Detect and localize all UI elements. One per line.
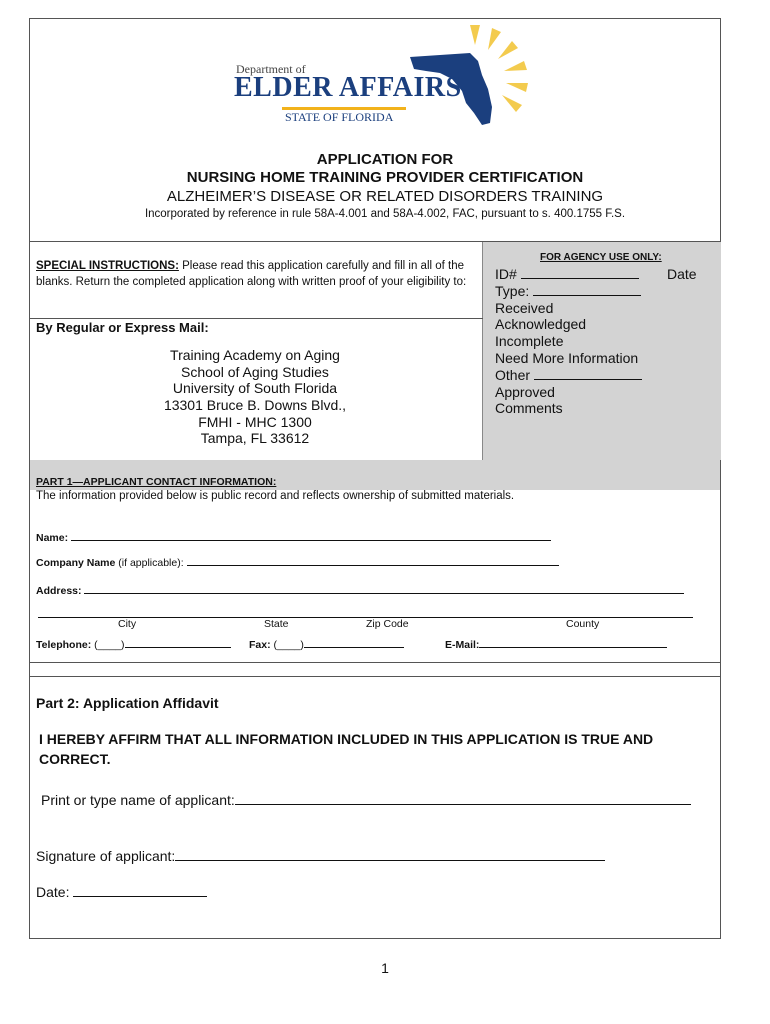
mail-address-4: 13301 Bruce B. Downs Blvd., <box>163 397 347 413</box>
fax-label: Fax: <box>249 639 271 651</box>
instructions-text: Please read this application carefully and fill in all of the blanks. Return the completed application along with written proof of your eligibility to: <box>36 260 467 288</box>
agency-other-row <box>495 367 642 384</box>
instructions-label: SPECIAL INSTRUCTIONS: <box>36 260 179 272</box>
print-name-row <box>41 790 691 808</box>
title-line-2: NURSING HOME TRAINING PROVIDER CERTIFICATION <box>186 169 584 186</box>
name-field[interactable] <box>71 528 551 541</box>
agency-comments: Comments <box>495 400 563 416</box>
fax-field[interactable] <box>304 635 404 648</box>
agency-date-label: Date <box>667 266 697 282</box>
city-label: City <box>118 618 137 630</box>
logo-name-text: ELDER AFFAIRS <box>234 72 462 103</box>
mail-address-2: School of Aging Studies <box>181 364 329 380</box>
company-row <box>36 553 559 569</box>
part2-heading: Part 2: Application Affidavit <box>36 695 219 711</box>
mail-address-5: FMHI - MHC 1300 <box>198 414 312 430</box>
affirm-text-1: I HEREBY AFFIRM THAT ALL INFORMATION INCLUDED IN THIS APPLICATION IS TRUE AND <box>39 731 654 747</box>
agency-id-row <box>495 266 639 283</box>
date-field[interactable] <box>73 882 207 897</box>
affirm-text-2: CORRECT. <box>39 751 111 767</box>
agency-received: Received <box>495 300 554 316</box>
agency-heading: FOR AGENCY USE ONLY: <box>540 252 662 263</box>
email-label: E-Mail: <box>445 639 480 651</box>
email-row <box>445 635 667 651</box>
company-field[interactable] <box>187 553 559 566</box>
telephone-label: Telephone: <box>36 639 92 651</box>
telephone-area[interactable]: (____) <box>94 639 125 651</box>
name-label: Name: <box>36 532 69 544</box>
mail-heading: By Regular or Express Mail: <box>36 320 209 335</box>
email-field[interactable] <box>479 635 667 648</box>
logo-dept-text: Department of <box>236 62 306 76</box>
logo-state-text: STATE OF FLORIDA <box>285 110 394 124</box>
fax-area[interactable]: (____) <box>273 639 304 651</box>
mail-address-6: Tampa, FL 33612 <box>200 430 310 446</box>
part1-note: The information provided below is public record and reflects ownership of submitted materials. <box>36 490 515 502</box>
signature-row <box>36 846 605 864</box>
mail-address-1: Training Academy on Aging <box>170 347 340 363</box>
divider <box>29 662 721 663</box>
signature-label: Signature of applicant: <box>36 848 176 864</box>
print-name-field[interactable] <box>235 790 691 805</box>
signature-field[interactable] <box>175 846 605 861</box>
county-label: County <box>566 618 600 630</box>
zip-label: Zip Code <box>366 618 409 630</box>
print-name-label: Print or type name of applicant: <box>41 792 235 808</box>
agency-type-row <box>495 283 641 300</box>
agency-type-line[interactable] <box>533 283 641 296</box>
fax-row <box>249 635 404 651</box>
mail-address-3: University of South Florida <box>172 380 338 396</box>
title-line-1: APPLICATION FOR <box>316 151 454 168</box>
company-note: (if applicable): <box>115 557 184 569</box>
special-instructions <box>36 258 476 290</box>
agency-id-line[interactable] <box>521 266 639 279</box>
part1-heading: PART 1—APPLICANT CONTACT INFORMATION: <box>36 476 277 488</box>
address-field[interactable] <box>84 581 684 594</box>
agency-id-label: ID# <box>495 266 517 282</box>
agency-need-info: Need More Information <box>495 350 639 366</box>
name-row <box>36 528 551 544</box>
state-label: State <box>264 618 289 630</box>
telephone-field[interactable] <box>125 635 231 648</box>
agency-type-label: Type: <box>495 283 530 299</box>
date-row <box>36 882 207 900</box>
divider <box>29 318 483 319</box>
title-line-3: ALZHEIMER’S DISEASE OR RELATED DISORDERS TRAINING <box>166 188 604 205</box>
address-row <box>36 581 684 597</box>
agency-other-label: Other <box>495 367 531 383</box>
agency-other-line[interactable] <box>534 367 642 380</box>
date-label: Date: <box>36 884 70 900</box>
agency-approved: Approved <box>495 384 555 400</box>
address-label: Address: <box>36 585 82 597</box>
telephone-row <box>36 635 231 651</box>
agency-acknowledged: Acknowledged <box>495 316 587 332</box>
incorporated-note: Incorporated by reference in rule 58A-4.001 and 58A-4.002, FAC, pursuant to s. 400.1755 F.S. <box>144 208 626 220</box>
agency-incomplete: Incomplete <box>495 333 564 349</box>
company-label: Company Name <box>36 557 116 569</box>
page-number: 1 <box>381 960 389 976</box>
divider <box>29 676 721 677</box>
